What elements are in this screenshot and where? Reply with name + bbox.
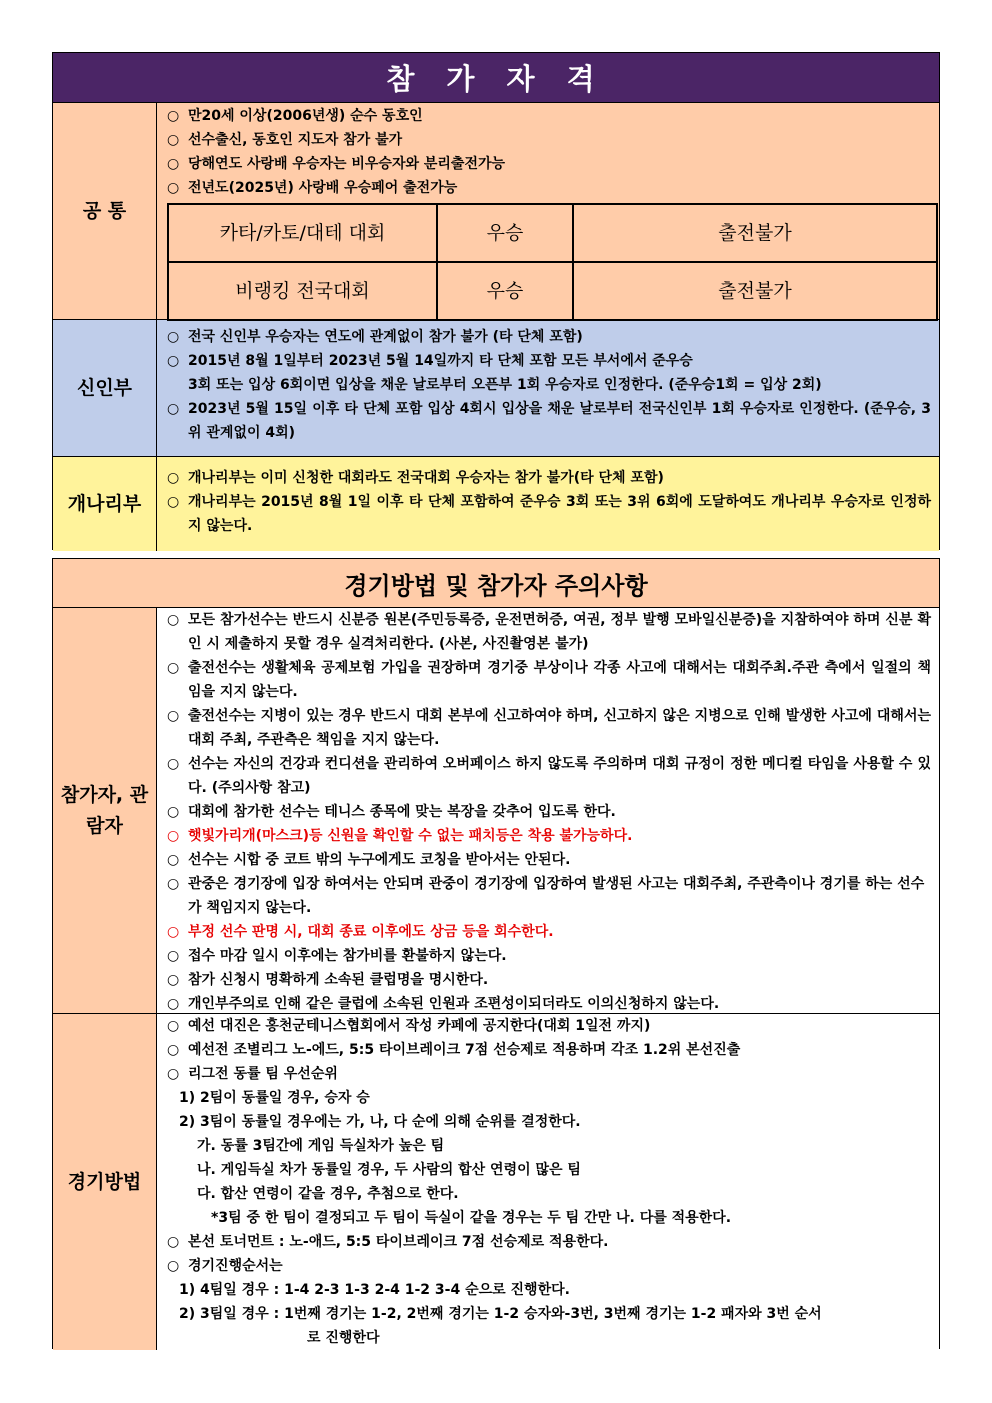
list-item: ○ 출전선수는 생활체육 공제보험 가입을 권장하며 경기중 부상이나 각종 사고에 대해서는 대회주최.주관 측에서 일절의 책임을 지지 않는다.	[167, 660, 931, 700]
list-item: ○ 대회에 참가한 선수는 테니스 종목에 맞는 복장을 갖추어 입도록 한다.	[167, 804, 616, 820]
rookie-label: 신인부	[53, 320, 157, 456]
list-item: ○ 리그전 동률 팀 우선순위	[167, 1066, 338, 1082]
warning-item: ○ 부정 선수 판명 시, 대회 종료 이후에도 상금 등을 회수한다.	[167, 924, 554, 940]
table-cell: 비랭킹 전국대회	[168, 262, 437, 320]
list-item: ○ 출전선수는 지병이 있는 경우 반드시 대회 본부에 신고하여야 하며, 신고하지 않은 지병으로 인해 발생한 사고에 대해서는 대회 주최, 주관측은 책임을 지지 않는다.	[167, 708, 931, 748]
list-item: ○ 본선 토너먼트 : 노-애드, 5:5 타이브레이크 7점 선승제로 적용한다.	[167, 1234, 609, 1250]
rules-title: 경기방법 및 참가자 주의사항	[53, 559, 939, 607]
list-item: ○ 선수는 자신의 건강과 컨디션을 관리하여 오버페이스 하지 않도록 주의하며 대회 규정이 정한 메디컬 타임을 사용할 수 있다. (주의사항 참고)	[167, 756, 931, 796]
common-row	[53, 102, 939, 319]
list-item: ○ 예선 대진은 홍천군테니스협회에서 작성 카페에 공지한다(대회 1일전 까지)	[167, 1018, 651, 1034]
rookie-row	[53, 319, 939, 456]
order-rule-2: 2) 3팀일 경우 : 1번째 경기는 1-2, 2번째 경기는 1-2 승자와-3번, 3번째 경기는 1-2 패자와 3번 순서	[179, 1306, 822, 1322]
list-item: ○ 2023년 5월 15일 이후 타 단체 포함 입상 4회시 입상을 채운 날로부터 전국신인부 1회 우승자로 인정한다. (준우승, 3위 관계없이 4회)	[167, 401, 931, 441]
tiebreak-sub-ga: 가. 동률 3팀간에 게임 득실차가 높은 팀	[197, 1138, 445, 1154]
list-item: ○ 당해연도 사랑배 우승자는 비우승자와 분리출전가능	[167, 156, 506, 172]
list-item: ○ 접수 마감 일시 이후에는 참가비를 환불하지 않는다.	[167, 948, 507, 964]
table-row	[168, 204, 937, 262]
table-cell: 카타/카토/대테 대회	[168, 204, 437, 262]
order-rule-1: 1) 4팀일 경우 : 1-4 2-3 1-3 2-4 1-2 3-4 순으로 진행한다.	[179, 1282, 570, 1298]
participants-row	[53, 607, 939, 1013]
participants-label: 참가자, 관람자	[53, 608, 157, 1013]
forsythia-label: 개나리부	[53, 457, 157, 551]
tiebreak-note: *3팀 중 한 팀이 결정되고 두 팀이 득실이 같을 경우는 두 팀 간만 나. 다를 적용한다.	[211, 1210, 732, 1226]
table-cell: 출전불가	[573, 204, 937, 262]
list-item: ○ 개인부주의로 인해 같은 클럽에 소속된 인원과 조편성이되더라도 이의신청하지 않는다.	[167, 996, 720, 1012]
list-item: ○ 전년도(2025년) 사랑배 우승페어 출전가능	[167, 180, 458, 196]
list-item: ○ 관중은 경기장에 입장 하여서는 안되며 관중이 경기장에 입장하여 발생된 사고는 대회주최, 주관측이나 경기를 하는 선수가 책임지지 않는다.	[167, 876, 925, 916]
method-label: 경기방법	[53, 1014, 157, 1350]
rookie-content	[157, 320, 939, 456]
eligibility-title: 참 가 자 격	[53, 53, 939, 102]
table-row	[168, 262, 937, 320]
rules-section	[52, 558, 940, 1349]
tiebreak-sub-na: 나. 게임득실 차가 동률일 경우, 두 사람의 합산 연령이 많은 팀	[197, 1162, 581, 1178]
ineligibility-table	[167, 203, 938, 321]
order-rule-2-continuation: 로 진행한다	[307, 1330, 380, 1346]
list-item: ○ 예선전 조별리그 노-에드, 5:5 타이브레이크 7점 선승제로 적용하며 각조 1.2위 본선진출	[167, 1042, 741, 1058]
tiebreak-rule-2: 2) 3팀이 동률일 경우에는 가, 나, 다 순에 의해 순위를 결정한다.	[179, 1114, 581, 1130]
list-item: ○ 모든 참가선수는 반드시 신분증 원본(주민등록증, 운전면허증, 여권, 정부 발행 모바일신분증)을 지참하여야 하며 신분 확인 시 제출하지 못할 경우 실격처리한다. (사본, 사진촬영본 불가)	[167, 612, 931, 652]
table-cell: 출전불가	[573, 262, 937, 320]
table-cell: 우승	[437, 262, 573, 320]
list-item: ○ 선수출신, 동호인 지도자 참가 불가	[167, 132, 403, 148]
list-item: ○ 개나리부는 이미 신청한 대회라도 전국대회 우승자는 참가 불가(타 단체 포함)	[167, 470, 664, 486]
list-item: ○ 전국 신인부 우승자는 연도에 관계없이 참가 불가 (타 단체 포함)	[167, 329, 583, 345]
method-row	[53, 1013, 939, 1350]
eligibility-section	[52, 52, 940, 550]
common-label: 공 통	[53, 103, 157, 319]
warning-item: ○ 햇빛가리개(마스크)등 신원을 확인할 수 없는 패치등은 착용 불가능하다.	[167, 828, 633, 844]
list-item: ○ 경기진행순서는	[167, 1258, 283, 1274]
list-item: ○ 개나리부는 2015년 8월 1일 이후 타 단체 포함하여 준우승 3회 또는 3위 6회에 도달하여도 개나리부 우승자로 인정하지 않는다.	[167, 494, 931, 534]
tiebreak-sub-da: 다. 합산 연령이 같을 경우, 추첨으로 한다.	[197, 1186, 459, 1202]
list-item: ○ 2015년 8월 1일부터 2023년 5월 14일까지 타 단체 포함 모든 부서에서 준우승	[167, 353, 693, 369]
method-content	[157, 1014, 939, 1350]
list-item: ○ 만20세 이상(2006년생) 순수 동호인	[167, 108, 423, 124]
participants-content	[157, 608, 939, 1013]
tiebreak-rule-1: 1) 2팀이 동률일 경우, 승자 승	[179, 1090, 370, 1106]
table-cell: 우승	[437, 204, 573, 262]
forsythia-content	[157, 457, 939, 551]
common-content	[157, 103, 946, 319]
list-item-continuation: 3회 또는 입상 6회이면 입상을 채운 날로부터 오픈부 1회 우승자로 인정한다. (준우승1회 = 입상 2회)	[188, 377, 822, 393]
forsythia-row	[53, 456, 939, 551]
list-item: ○ 선수는 시합 중 코트 밖의 누구에게도 코칭을 받아서는 안된다.	[167, 852, 571, 868]
list-item: ○ 참가 신청시 명확하게 소속된 클럽명을 명시한다.	[167, 972, 489, 988]
